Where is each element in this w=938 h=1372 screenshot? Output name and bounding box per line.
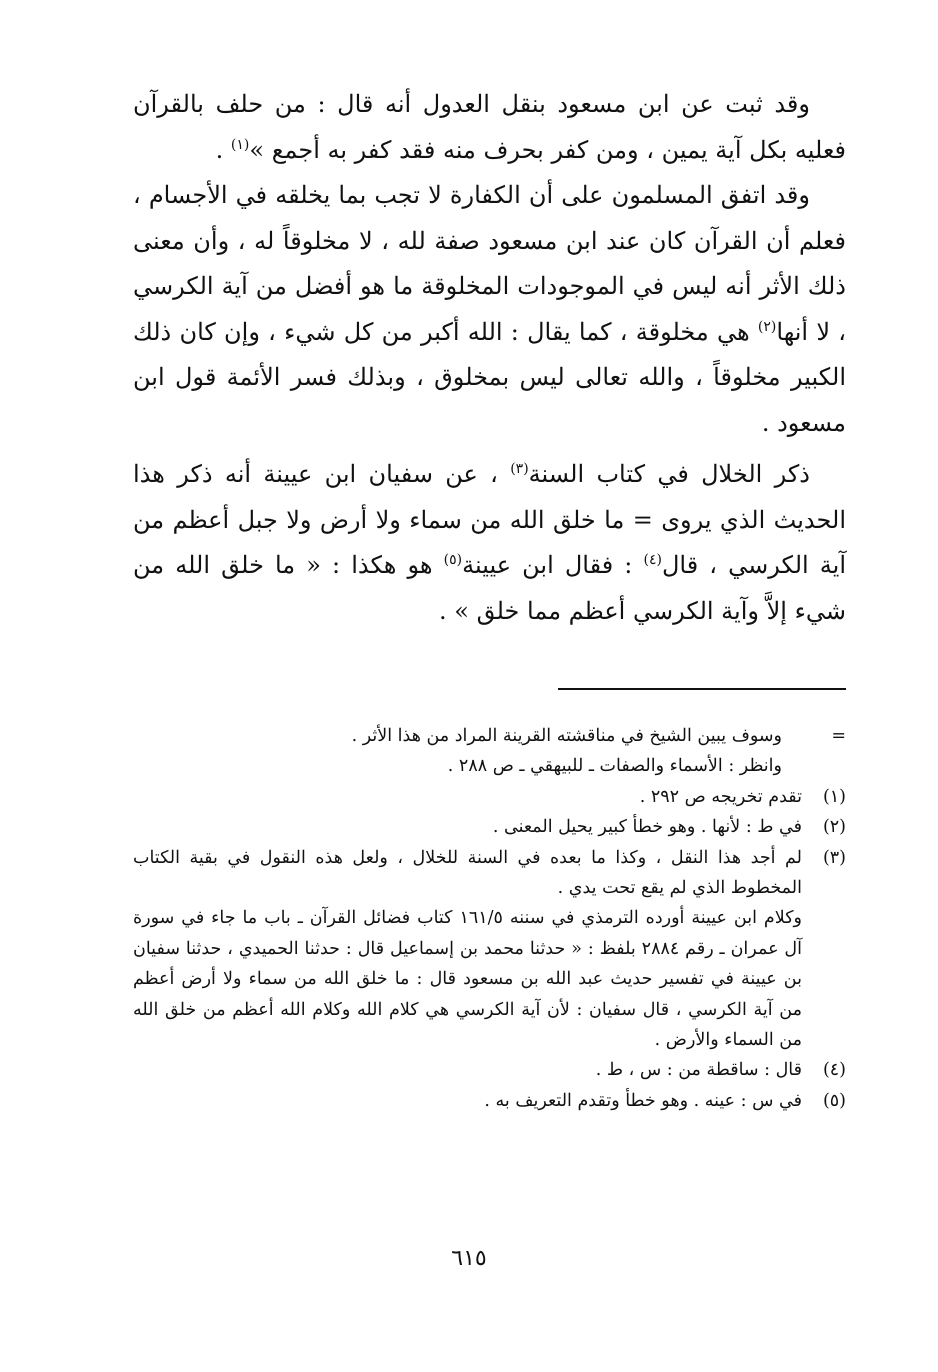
footnote-text: في ط : لأنها . وهو خطأ كبير يحيل المعنى .: [492, 817, 802, 838]
footnote-text: قال : ساقطة من : س ، ط .: [595, 1060, 802, 1081]
footnote-ref-1: (١): [230, 136, 250, 153]
paragraph-1: [133, 82, 846, 173]
footnote-marker: (٤): [822, 1060, 846, 1081]
footnote-2: [133, 812, 846, 842]
paragraph-2-text-a: وقد اتفق المسلمون على أن الكفارة لا تجب بما يخلقه في الأجسام ، فعلم أن القرآن كان عند ابن مسعود صفة لله ، لا مخلوقاً له ، وأن معنى ذلك الأثر أنه ليس في الموجودات المخلوقة ما هو أفضل من آية الكرسي ، لا أنها: [133, 181, 846, 346]
paragraph-3-text-a: ذكر الخلال في كتاب السنة: [528, 460, 810, 488]
footnote-text: في س : عينه . وهو خطأ وتقدم التعريف به .: [484, 1090, 802, 1111]
paragraph-3-text-c: : فقال ابن عيينة: [462, 551, 644, 579]
paragraph-2: [133, 173, 846, 446]
main-text: [133, 82, 846, 634]
footnote-marker: (٢): [822, 817, 846, 838]
footnote-ref-4: (٤): [643, 552, 662, 568]
footnote-ref-3: (٣): [510, 461, 529, 477]
footnote-text-continued: وكلام ابن عيينة أورده الترمذي في سننه ١٦١/٥ كتاب فضائل القرآن ـ باب ما جاء في سورة آل عمران ـ رقم ٢٨٨٤ بلفظ : « حدثنا محمد بن إسماعيل قال : حدثنا الحميدي ، حدثنا سفيان بن عيينة في تفسير حديث عبد الله بن مسعود قال : ما خلق الله من سماء ولا أرض أعظم من آية الكرسي ، قال سفيان : لأن آية الكرسي هي كلام الله وكلام الله أعظم من خلق الله من السماء والأرض .: [133, 908, 802, 1051]
footnote-marker: (٥): [822, 1090, 846, 1111]
footnote-ref-5: (٥): [443, 552, 463, 568]
footnote-5: [133, 1086, 846, 1116]
footnote-ref-2: (٢): [757, 318, 777, 335]
footnote-3: [133, 843, 846, 1056]
paragraph-1-end: .: [215, 135, 231, 164]
continuation-line-1: وسوف يبين الشيخ في مناقشته القرينة المراد من هذا الأثر .: [351, 726, 782, 746]
footnote-4: [133, 1055, 846, 1085]
footnote-text: لم أجد هذا النقل ، وكذا ما بعده في السنة للخلال ، ولعل هذه النقول في بقية الكتاب المخطوط الذي لم يقع تحت يدي .: [133, 847, 802, 899]
paragraph-3-text-b: ، عن سفيان ابن عيينة أنه ذكر هذا الحديث الذي يروى = ما خلق الله من سماء ولا أرض ولا جبل أعظم من آية الكرسي ، قال: [133, 460, 846, 579]
paragraph-2-text-b: هي مخلوقة ، كما يقال : الله أكبر من كل شيء ، وإن كان ذلك الكبير مخلوقاً ، والله تعالى ليس بمخلوق ، وبذلك فسر الأئمة قول ابن مسعود .: [133, 317, 846, 437]
footnotes: [133, 721, 846, 1116]
page-number: ٦١٥: [451, 1246, 487, 1271]
paragraph-3-text-d: هو هكذا : « ما خلق الله من شيء إلاَّ وآية الكرسي أعظم مما خلق » .: [133, 551, 846, 625]
footnote-separator: [558, 688, 846, 690]
footnote-marker: (٣): [822, 847, 846, 868]
footnote-1: [133, 782, 846, 812]
footnote-continuation: [133, 721, 846, 782]
footnote-text: تقدم تخريجه ص ٢٩٢ .: [639, 786, 802, 807]
continuation-marker: =: [831, 726, 846, 746]
paragraph-1-text: وقد ثبت عن ابن مسعود بنقل العدول أنه قال : من حلف بالقرآن فعليه بكل آية يمين ، ومن كفر بحرف منه فقد كفر به أجمع »: [133, 90, 846, 164]
continuation-line-2: وانظر : الأسماء والصفات ـ للبيهقي ـ ص ٢٨٨ .: [447, 756, 782, 777]
paragraph-3: [133, 452, 846, 634]
footnote-marker: (١): [822, 786, 846, 807]
